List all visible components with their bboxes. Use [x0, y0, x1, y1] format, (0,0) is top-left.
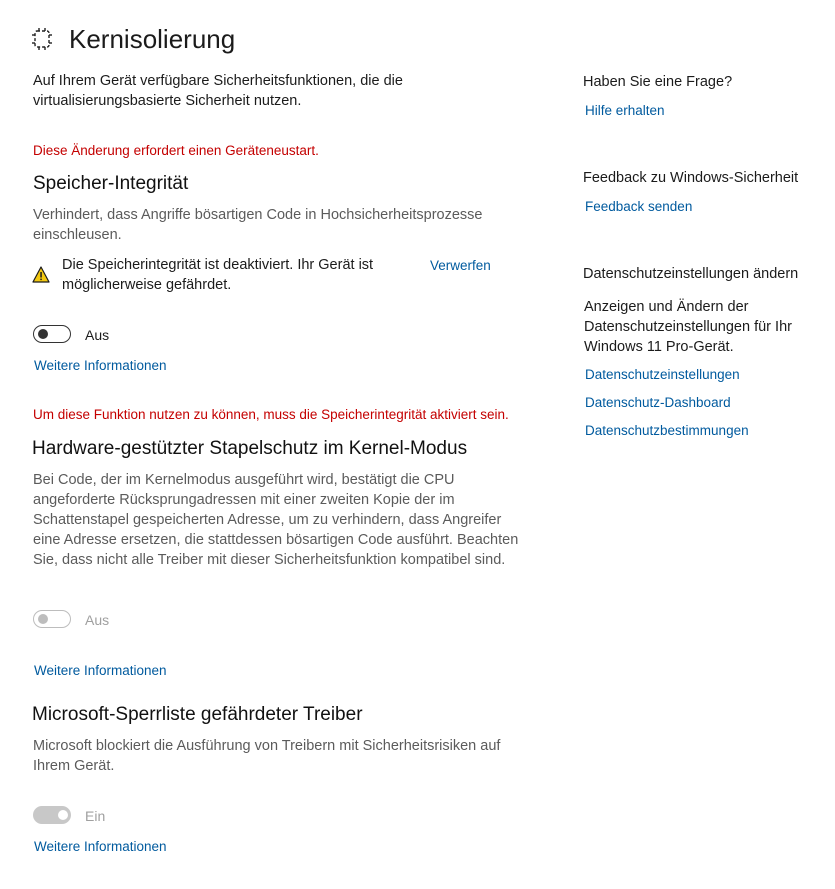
toggle-knob	[38, 614, 48, 624]
memory-integrity-more-info-link[interactable]: Weitere Informationen	[34, 358, 167, 373]
driver-blocklist-description: Microsoft blockiert die Ausführung von Treibern mit Sicherheitsrisiken auf Ihrem Gerät.	[33, 738, 501, 774]
memory-integrity-toggle-label: Aus	[85, 327, 110, 343]
stack-protection-heading: Hardware-gestützter Stapelschutz im Kernel-Modus	[32, 438, 468, 459]
driver-blocklist-heading: Microsoft-Sperrliste gefährdeter Treiber	[32, 704, 363, 725]
driver-blocklist-more-info-link[interactable]: Weitere Informationen	[34, 839, 167, 854]
page-intro: Auf Ihrem Gerät verfügbare Sicherheitsfunktionen, die die virtualisierungsbasierte Sicherheit nutzen.	[33, 73, 403, 109]
toggle-knob	[38, 329, 48, 339]
sidebar-feedback-heading: Feedback zu Windows-Sicherheit	[583, 170, 799, 186]
privacy-statement-link[interactable]: Datenschutzbestimmungen	[585, 423, 749, 438]
stack-protection-toggle-label: Aus	[85, 612, 110, 628]
stack-protection-more-info-link[interactable]: Weitere Informationen	[34, 663, 167, 678]
warning-triangle-icon	[32, 266, 50, 283]
driver-blocklist-toggle[interactable]	[33, 806, 71, 824]
page-title: Kernisolierung	[69, 24, 236, 54]
driver-blocklist-toggle-label: Ein	[85, 808, 106, 824]
feedback-link[interactable]: Feedback senden	[585, 199, 693, 214]
restart-notice: Diese Änderung erfordert einen Geräteneustart.	[33, 143, 319, 158]
stack-protection-toggle[interactable]	[33, 610, 71, 628]
help-link[interactable]: Hilfe erhalten	[585, 103, 665, 118]
memory-integrity-toggle[interactable]	[33, 325, 71, 343]
memory-integrity-warning-text: Die Speicherintegrität ist deaktiviert. Ihr Gerät ist möglicherweise gefährdet.	[62, 257, 374, 293]
memory-integrity-description: Verhindert, dass Angriffe bösartigen Code in Hochsicherheitsprozesse einschleusen.	[33, 207, 483, 243]
toggle-knob	[58, 810, 68, 820]
memory-integrity-heading: Speicher-Integrität	[33, 173, 189, 194]
privacy-dashboard-link[interactable]: Datenschutz-Dashboard	[585, 395, 731, 410]
sidebar-privacy-heading: Datenschutzeinstellungen ändern	[583, 266, 799, 282]
privacy-settings-link[interactable]: Datenschutzeinstellungen	[585, 367, 740, 382]
stack-protection-requirement-notice: Um diese Funktion nutzen zu können, muss die Speicherintegrität aktiviert sein.	[33, 407, 509, 422]
core-isolation-chip-icon	[31, 26, 53, 52]
sidebar-privacy-text: Anzeigen und Ändern der Datenschutzeinstellungen für Ihr Windows 11 Pro-Gerät.	[584, 299, 792, 355]
dismiss-warning-link[interactable]: Verwerfen	[430, 258, 491, 273]
stack-protection-description: Bei Code, der im Kernelmodus ausgeführt wird, bestätigt die CPU angeforderte Rücksprungadressen mit einer zweiten Kopie der im Schattenstapel gespeicherten Adresse, um zu verhindern, dass Angreifer eine Adresse ersetzen, die stattdessen bösartigen Code ausführt. Beachten Sie, dass nicht alle Treiber mit dieser Sicherheitsfunktion kompatibel sind.	[33, 472, 519, 568]
sidebar-question-heading: Haben Sie eine Frage?	[583, 74, 733, 90]
